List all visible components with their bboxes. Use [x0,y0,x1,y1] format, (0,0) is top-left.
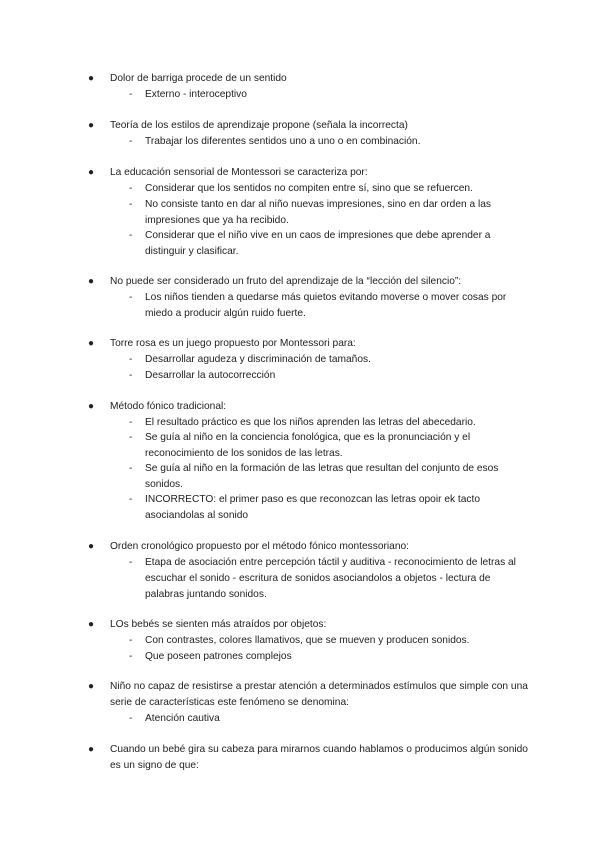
question-10: Cuando un bebé gira su cabeza para mirarnos cuando hablamos o producimos algún sonido es un signo de que: [110,744,528,771]
answer-4-1: Los niños tienden a quedarse más quietos evitando moverse o mover cosas por miedo a producir algún ruido fuerte. [145,292,507,319]
dash-icon: - [129,432,133,443]
answer-8-2: Que poseen patrones complejos [145,651,292,662]
question-8: LOs bebés se sienten más atraídos por objetos: [110,619,327,630]
question-7: Orden cronológico propuesto por el método fónico montessoriano: [110,541,410,552]
answer-3-3: Considerar que el niño vive en un caos de impresiones que debe aprender a distinguir y clasificar. [145,230,491,257]
dash-icon: - [129,230,133,241]
answer-3-2: No consiste tanto en dar al niño nuevas impresiones, sino en dar orden a las impresiones que ya ha recibido. [145,199,492,226]
dash-icon: - [129,136,133,147]
answer-5-2: Desarrollar la autocorrección [145,370,276,381]
question-6: Método fónico tradicional: [110,401,227,412]
bullet-icon: ● [88,276,95,287]
bullet-icon: ● [88,73,95,84]
answer-6-1: El resultado práctico es que los niños aprenden las letras del abecedario. [145,417,476,428]
dash-icon: - [129,494,133,505]
bullet-icon: ● [88,541,95,552]
dash-icon: - [129,713,133,724]
answer-9-1: Atención cautiva [145,713,220,724]
answer-3-1: Considerar que los sentidos no compiten entre sí, sino que se refuercen. [145,183,473,194]
answer-6-3: Se guía al niño en la formación de las letras que resultan del conjunto de esos sonidos. [145,463,499,490]
bullet-icon: ● [88,744,95,755]
dash-icon: - [129,292,133,303]
dash-icon: - [129,463,133,474]
dash-icon: - [129,354,133,365]
dash-icon: - [129,417,133,428]
answer-2-1: Trabajar los diferentes sentidos uno a uno o en combinación. [145,136,421,147]
bullet-icon: ● [88,401,95,412]
dash-icon: - [129,651,133,662]
question-4: No puede ser considerado un fruto del aprendizaje de la “lección del silencio”: [110,276,462,287]
answer-8-1: Con contrastes, colores llamativos, que se mueven y producen sonidos. [145,635,470,646]
dash-icon: - [129,183,133,194]
question-2: Teoría de los estilos de aprendizaje propone (señala la incorrecta) [110,120,408,131]
question-5: Torre rosa es un juego propuesto por Montessori para: [110,338,356,349]
answer-1-1: Externo - interoceptivo [145,89,247,100]
question-1: Dolor de barriga procede de un sentido [110,73,287,84]
bullet-icon: ● [88,120,95,131]
answer-6-2: Se guía al niño en la conciencia fonológica, que es la pronunciación y el reconocimiento de los sonidos de las letras. [145,432,471,459]
answer-5-1: Desarrollar agudeza y discriminación de tamaños. [145,354,371,365]
answer-7-1: Etapa de asociación entre percepción táctil y auditiva - reconocimiento de letras al escuchar el sonido - escritura de sonidos asociandolos a objetos - lectura de palabras juntando sonidos. [145,557,516,600]
bullet-icon: ● [88,681,95,692]
answer-6-4: INCORRECTO: el primer paso es que reconozcan las letras opoir ek tacto asociandolas al sonido [145,494,481,521]
bullet-icon: ● [88,619,95,630]
question-9: Niño no capaz de resistirse a prestar atención a determinados estímulos que simple con una serie de características este fenómeno se denomina: [110,681,528,708]
question-3: La educación sensorial de Montessori se caracteriza por: [110,167,368,178]
dash-icon: - [129,370,133,381]
dash-icon: - [129,199,133,210]
bullet-icon: ● [88,338,95,349]
dash-icon: - [129,635,133,646]
dash-icon: - [129,557,133,568]
bullet-icon: ● [88,167,95,178]
dash-icon: - [129,89,133,100]
